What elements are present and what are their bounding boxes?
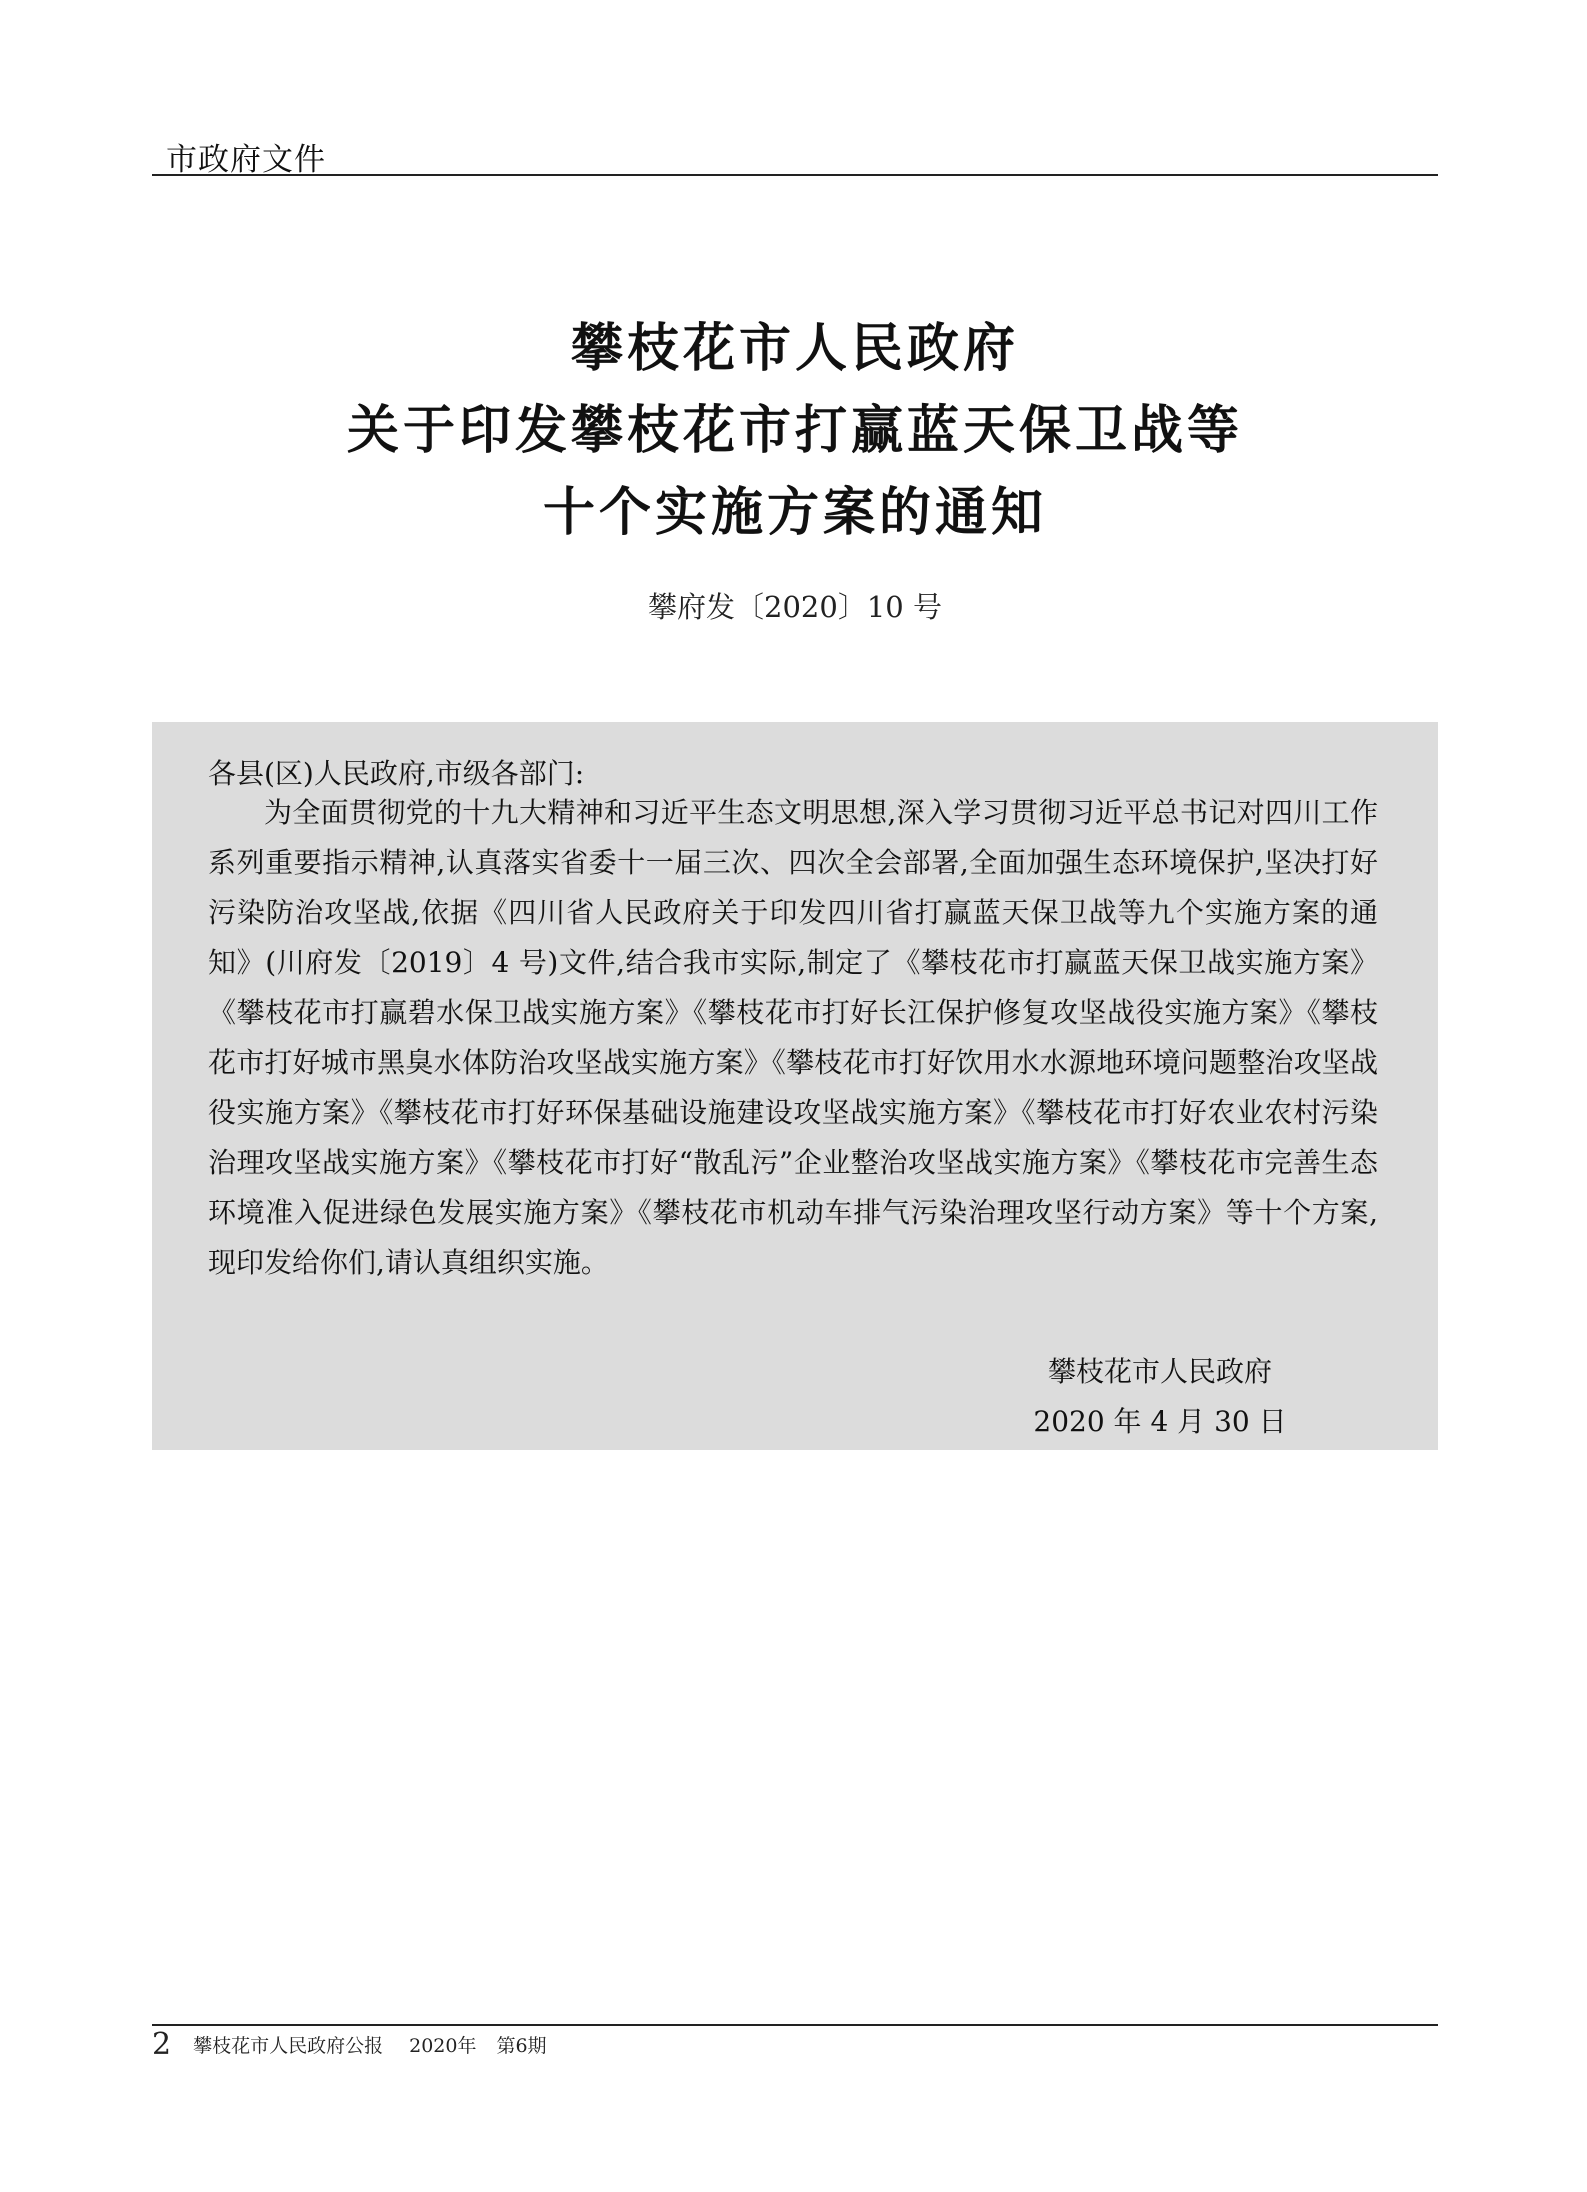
signature-date: 2020 年 4 月 30 日 bbox=[1033, 1405, 1287, 1438]
page-footer bbox=[152, 2026, 547, 2062]
notice-signature bbox=[1000, 1347, 1320, 1447]
document-title bbox=[152, 308, 1438, 554]
notice-panel bbox=[152, 722, 1438, 1450]
journal-issue: 第6期 bbox=[496, 2034, 547, 2057]
title-line-issuer: 攀枝花市人民政府 bbox=[570, 318, 1019, 379]
section-label: 市政府文件 bbox=[166, 142, 326, 178]
journal-name: 攀枝花市人民政府公报 bbox=[193, 2034, 384, 2057]
title-line-notice: 十个实施方案的通知 bbox=[542, 482, 1047, 543]
page-number: 2 bbox=[152, 2026, 172, 2062]
signature-issuer: 攀枝花市人民政府 bbox=[1047, 1355, 1272, 1388]
document-number: 攀府发〔2020〕10 号 bbox=[648, 590, 942, 624]
notice-body: 为全面贯彻党的十九大精神和习近平生态文明思想,深入学习贯彻习近平总书记对四川工作系列重要指示精神,认真落实省委十一届三次、四次全会部署,全面加强生态环境保护,坚决打好污染防治攻坚战,依据《四川省人民政府关于印发四川省打赢蓝天保卫战等九个实施方案的通知》(川府发〔2019〕4 号)文件,结合我市实际,制定了《攀枝花市打赢蓝天保卫战实施方案》《攀枝花市打赢碧水保卫战实施方案》《攀枝花市打好长江保护修复攻坚战役实施方案》《攀枝花市打好城市黑臭水体防治攻坚战实施方案》《攀枝花市打好饮用水水源地环境问题整治攻坚战役实施方案》《攀枝花市打好环保基础设施建设攻坚战实施方案》《攀枝花市打好农业农村污染治理攻坚战实施方案》《攀枝花市打好“散乱污”企业整治攻坚战实施方案》《攀枝花市完善生态环境准入促进绿色发展实施方案》《攀枝花市机动车排气污染治理攻坚行动方案》等十个方案,现印发给你们,请认真组织实施。 bbox=[208, 796, 1378, 1279]
journal-year: 2020年 bbox=[409, 2034, 477, 2057]
notice-addressee: 各县(区)人民政府,市级各部门: bbox=[208, 757, 585, 790]
header-divider bbox=[152, 174, 1438, 176]
title-line-subject: 关于印发攀枝花市打赢蓝天保卫战等 bbox=[346, 400, 1243, 461]
